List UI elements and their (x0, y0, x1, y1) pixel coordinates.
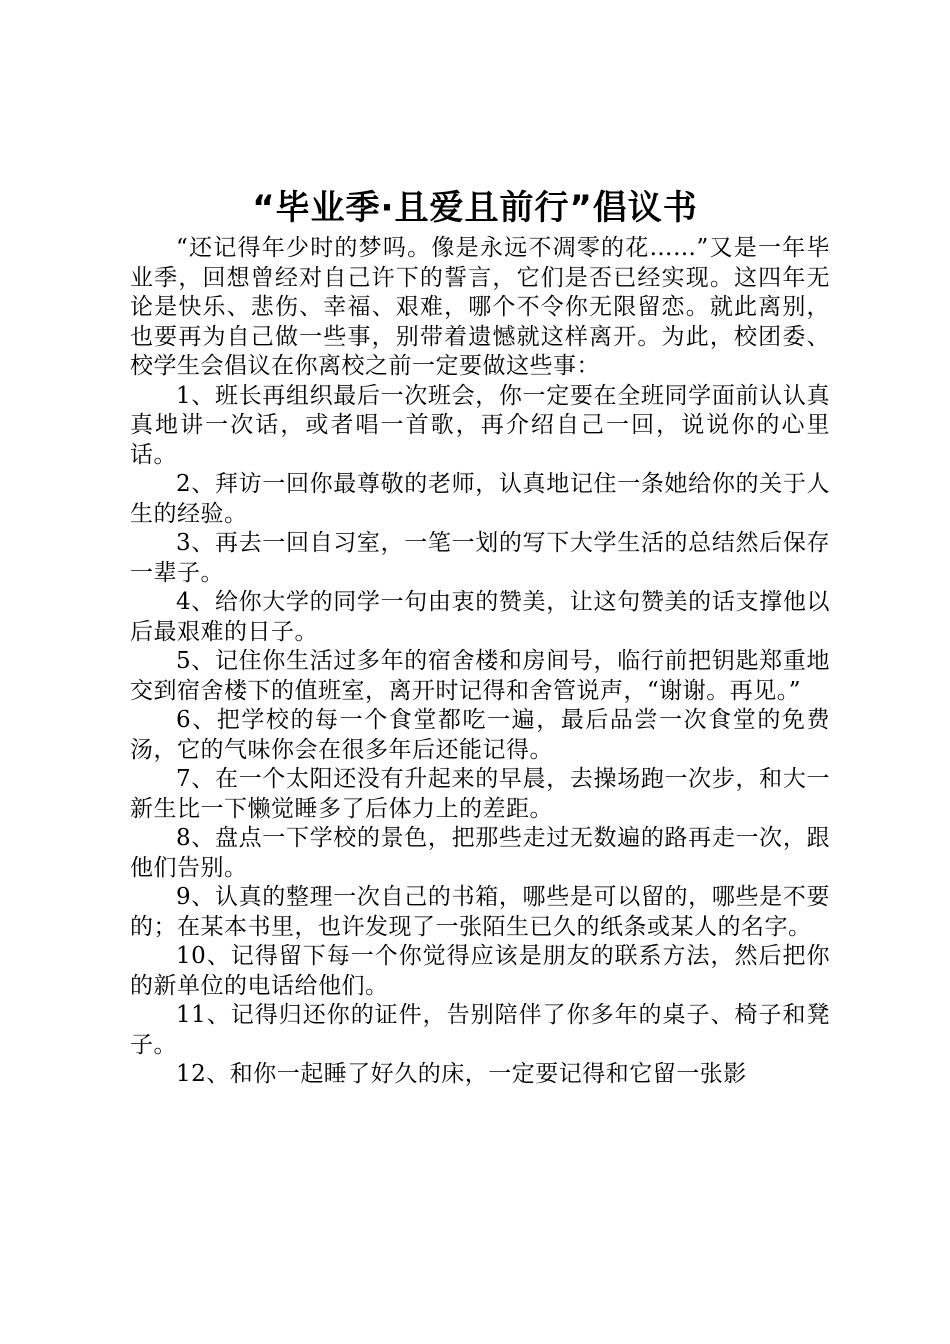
list-item: 3、再去一回自习室，一笔一划的写下大学生活的总结然后保存一辈子。 (130, 530, 830, 586)
document-title: “毕业季·且爱且前行”倡议书 (252, 188, 698, 228)
list-item: 8、盘点一下学校的景色，把那些走过无数遍的路再走一次，跟他们告别。 (130, 825, 830, 881)
list-item: 2、拜访一回你最尊敬的老师，认真地记住一条她给你的关于人生的经验。 (130, 471, 830, 527)
document-body (130, 234, 830, 1090)
list-item: 1、班长再组织最后一次班会，你一定要在全班同学面前认认真真地讲一次话，或者唱一首歌，再介绍自己一回，说说你的心里话。 (130, 382, 830, 468)
list-item: 5、记住你生活过多年的宿舍楼和房间号，临行前把钥匙郑重地交到宿舍楼下的值班室，离开时记得和舍管说声，“谢谢。再见。” (130, 648, 830, 704)
list-item: 12、和你一起睡了好久的床，一定要记得和它留一张影 (176, 1061, 747, 1087)
list-item: 4、给你大学的同学一句由衷的赞美，让这句赞美的话支撑他以后最艰难的日子。 (130, 589, 830, 645)
list-item: 10、记得留下每一个你觉得应该是朋友的联系方法，然后把你的新单位的电话给他们。 (130, 943, 830, 999)
list-item: 6、把学校的每一个食堂都吃一遍，最后品尝一次食堂的免费汤，它的气味你会在很多年后还能记得。 (130, 707, 830, 763)
list-item: 11、记得归还你的证件，告别陪伴了你多年的桌子、椅子和凳子。 (130, 1002, 830, 1058)
list-item: 7、在一个太阳还没有升起来的早晨，去操场跑一次步，和大一新生比一下懒觉睡多了后体力上的差距。 (130, 766, 830, 822)
list-item: 9、认真的整理一次自己的书箱，哪些是可以留的，哪些是不要的；在某本书里，也许发现了一张陌生已久的纸条或某人的名字。 (130, 884, 830, 940)
intro-paragraph: “还记得年少时的梦吗。像是永远不凋零的花……”又是一年毕业季，回想曾经对自己许下的誓言，它们是否已经实现。这四年无论是快乐、悲伤、幸福、艰难，哪个不令你无限留恋。就此离别，也要再为自己做一些事，别带着遗憾就这样离开。为此，校团委、校学生会倡议在你离校之前一定要做这些事： (130, 235, 830, 379)
